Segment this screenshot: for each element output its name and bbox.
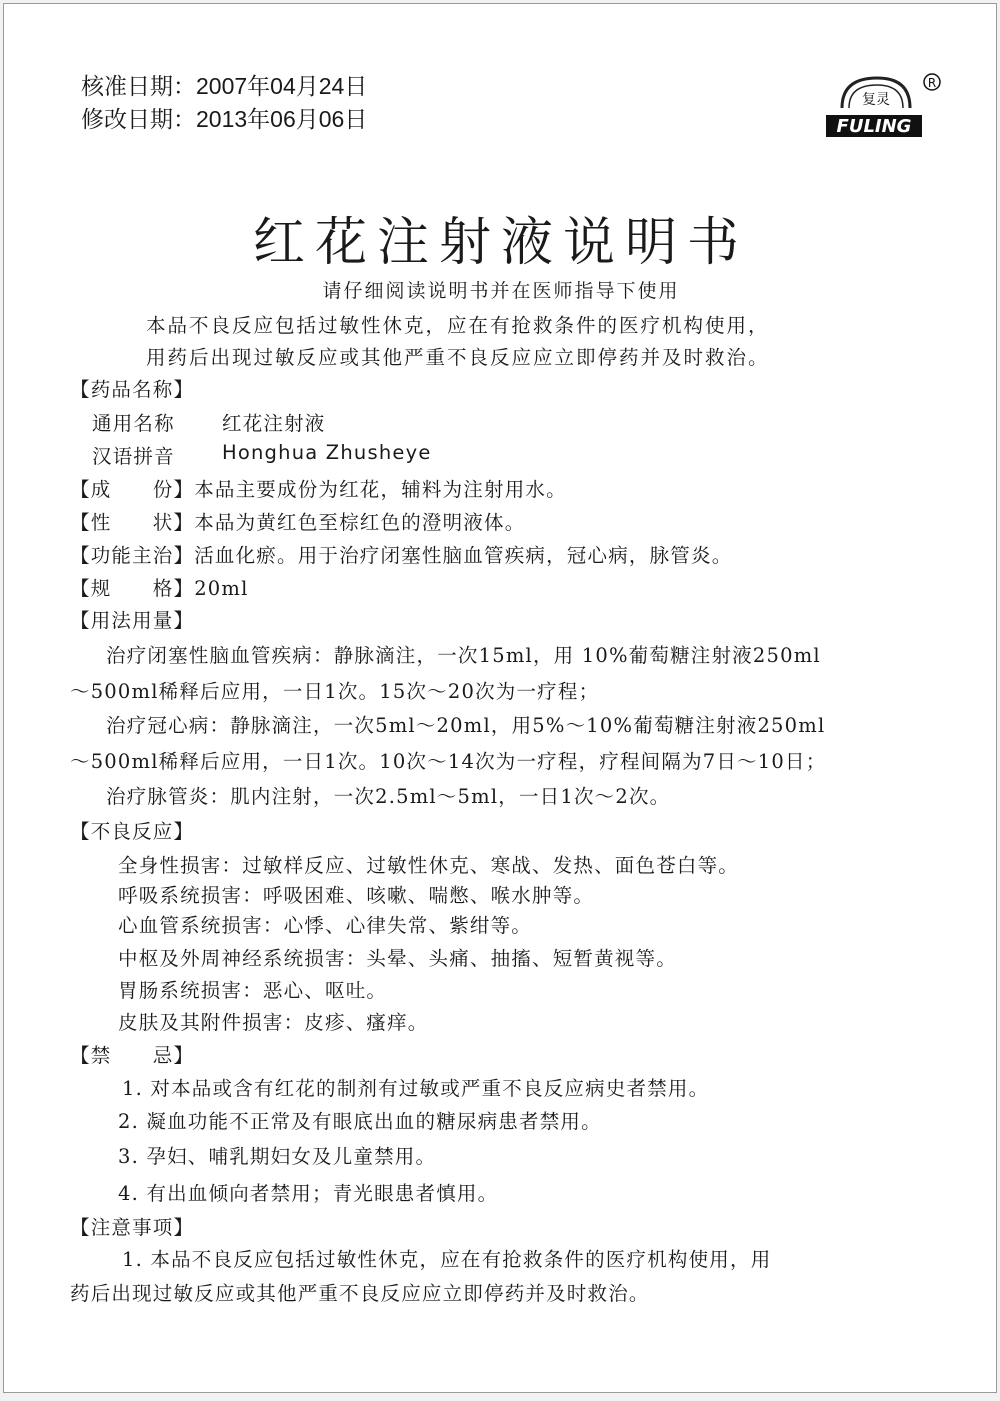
dosage-line: 治疗脉管炎：肌内注射，一次2.5ml～5ml，一日1次～2次。 xyxy=(106,785,671,808)
section-heading-adverse: 【不良反应】 xyxy=(70,820,195,843)
composition: 【成 份】本品主要成份为红花，辅料为注射用水。 xyxy=(70,478,567,501)
precaution-line: 药后出现过敏反应或其他严重不良反应应立即停药并及时救治。 xyxy=(70,1282,650,1305)
section-heading-drug-name: 【药品名称】 xyxy=(70,378,195,401)
precaution-line: 1. 本品不良反应包括过敏性休克，应在有抢救条件的医疗机构使用，用 xyxy=(122,1248,772,1271)
section-heading-dosage: 【用法用量】 xyxy=(70,609,195,632)
logo-brand: FULING xyxy=(836,116,912,137)
revision-date: 修改日期：2013年06月06日 xyxy=(81,106,368,132)
section-heading-contraindications: 【禁 忌】 xyxy=(70,1044,195,1067)
contraindication-line: 1. 对本品或含有红花的制剂有过敏或严重不良反应病史者禁用。 xyxy=(122,1077,710,1100)
dosage-line: ～500ml稀释后应用，一日1次。15次～20次为一疗程； xyxy=(70,680,600,703)
contraindication-line: 2. 凝血功能不正常及有眼底出血的糖尿病患者禁用。 xyxy=(118,1110,602,1133)
section-heading-precautions: 【注意事项】 xyxy=(70,1216,195,1239)
adverse-line: 皮肤及其附件损害：皮疹、瘙痒。 xyxy=(118,1011,429,1034)
adverse-line: 心血管系统损害：心悸、心律失常、紫绀等。 xyxy=(118,914,533,937)
adverse-line: 胃肠系统损害：恶心、呕吐。 xyxy=(118,979,388,1002)
pinyin-label: 汉语拼音 xyxy=(92,445,175,468)
contraindication-line: 3. 孕妇、哺乳期妇女及儿童禁用。 xyxy=(118,1145,437,1168)
generic-name-value: 红花注射液 xyxy=(222,412,326,435)
fuling-logo xyxy=(822,68,944,144)
page-title: 红花注射液说明书 xyxy=(252,213,749,273)
specification: 【规 格】20ml xyxy=(70,577,249,600)
dosage-line: 治疗闭塞性脑血管疾病：静脉滴注，一次15ml，用 10%葡萄糖注射液250ml xyxy=(106,644,821,667)
indications: 【功能主治】活血化瘀。用于治疗闭塞性脑血管疾病，冠心病，脉管炎。 xyxy=(70,544,733,567)
generic-name-label: 通用名称 xyxy=(92,412,175,435)
adverse-line: 全身性损害：过敏样反应、过敏性休克、寒战、发热、面色苍白等。 xyxy=(118,854,740,877)
contraindication-line: 4. 有出血倾向者禁用；青光眼患者慎用。 xyxy=(118,1182,499,1205)
adverse-line: 呼吸系统损害：呼吸困难、咳嗽、喘憋、喉水肿等。 xyxy=(118,884,595,907)
registered-mark: R xyxy=(927,76,937,90)
pinyin-value: Honghua Zhusheye xyxy=(222,441,432,464)
logo-text: 复灵 xyxy=(862,92,890,108)
description: 【性 状】本品为黄红色至棕红色的澄明液体。 xyxy=(70,511,526,534)
warning-line: 本品不良反应包括过敏性休克，应在有抢救条件的医疗机构使用， xyxy=(146,314,770,337)
adverse-line: 中枢及外周神经系统损害：头晕、头痛、抽搐、短暂黄视等。 xyxy=(118,947,677,970)
warning-line: 用药后出现过敏反应或其他严重不良反应应立即停药并及时救治。 xyxy=(146,346,770,369)
approval-date: 核准日期：2007年04月24日 xyxy=(81,73,368,99)
dosage-line: 治疗冠心病：静脉滴注，一次5ml～20ml，用5%～10%葡萄糖注射液250ml xyxy=(106,714,826,737)
leaflet-page xyxy=(3,3,997,1393)
dosage-line: ～500ml稀释后应用，一日1次。10次～14次为一疗程，疗程间隔为7日～10日； xyxy=(70,750,827,773)
subtitle: 请仔细阅读说明书并在医师指导下使用 xyxy=(322,280,680,302)
